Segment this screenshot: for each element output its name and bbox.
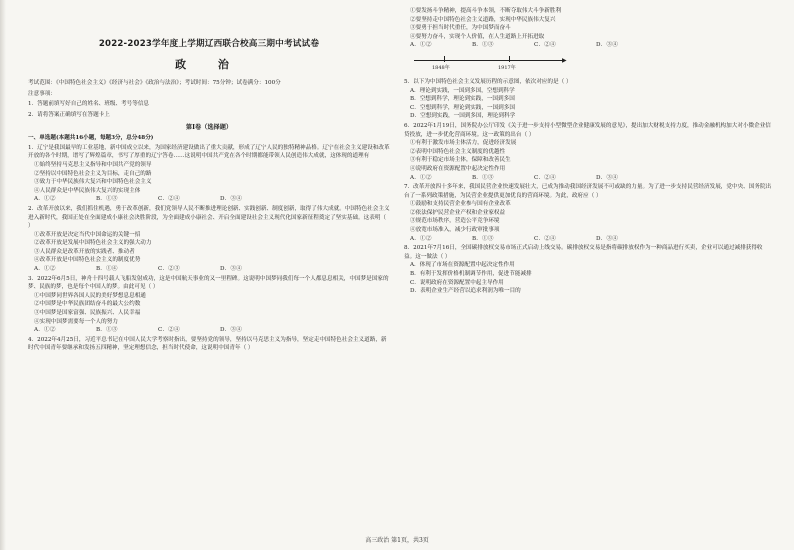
exam-title: 2022-2023学年度上学期辽西联合校高三期中考试试卷 [98, 39, 320, 49]
question-option: A．理论到实践，一国到多国，空想到科学 [410, 87, 515, 94]
question-option: ④要努力奋斗，实现个人价值，在人生道路上开拓进取 [410, 33, 545, 40]
question-stem: 3．2022年6月5日，神舟十四号载人飞船发射成功，这是中国航天事业的又一里程碑。这说明中国梦同我们每一个人都息息相关，中国梦是国家的梦、民族的梦，也是每个中国人的梦。由此可见（ ） [28, 275, 389, 291]
answer-choice: D．③④ [220, 266, 243, 273]
answer-choice: B．①④ [96, 266, 118, 273]
question-option: ③有利于稳定市场主体，保障和改善民生 [410, 157, 511, 164]
question-option: A．体现了市场在资源配置中起决定性作用 [410, 262, 515, 269]
question-option: ②要坚持走中国特色社会主义道路，实现中华民族伟大复兴 [410, 16, 556, 23]
question-option: ④放宽市场准入，减少行政审批事项 [410, 227, 500, 234]
question [28, 144, 390, 204]
question-option: ②依法保护民营企业产权和企业家权益 [410, 209, 506, 216]
question-option: ④实现中国梦需要每一个人的努力 [34, 318, 118, 325]
question-option: ①有利于激发市场主体活力，促进经济发展 [410, 140, 517, 147]
question [404, 244, 772, 296]
answer-choice: A．①② [410, 235, 432, 242]
answer-choice: B．①③ [472, 174, 494, 181]
question-option: ③中国梦是国家富强、民族振兴、人民幸福 [34, 310, 141, 317]
question-option: D．表明企业生产经营以追求利润为唯一目的 [410, 288, 521, 295]
answer-choice: C．②④ [158, 327, 180, 334]
question-option: C．说明政府在资源配置中起主导作用 [410, 279, 504, 286]
answer-choice: D．③④ [220, 327, 243, 334]
meta-line: 考试范围：《中国特色社会主义》《经济与社会》《政治与法治》；考试时间：75分钟；试卷满分：100分 [28, 80, 281, 87]
question-option: ①始终坚持马克思主义指导和中国共产党的领导 [34, 161, 152, 168]
timeline-year: 1848年 [432, 64, 450, 71]
answer-choices [404, 41, 772, 50]
answer-choice: B．①③ [472, 42, 494, 49]
right-question-continuation [404, 7, 772, 50]
question-option: ②表明中国特色社会主义制度的优越性 [410, 148, 506, 155]
question-stem: 6．2022年1月19日，国务院办公厅印发《关于进一步支持小型微型企业健康发展的意见》，提出加大财税支持力度，推动金融机构加大对小微企业信贷投放，进一步优化营商环境。这一政策的出台（ ） [404, 122, 771, 138]
question-stem: 4．2022年4月25日，习近平总书记在中国人民大学考察时指出，要坚持党的领导，坚持以马克思主义为指导，坚定走中国特色社会主义道路，新时代中国青年要继承和发扬五四精神，坚定理想信念，担当时代使命，这说明中国青年（ ） [28, 336, 387, 352]
answer-choice: D．③④ [596, 235, 619, 242]
answer-choice: A．①② [34, 327, 56, 334]
timeline-arrow-icon: ▶ [562, 56, 567, 64]
page-edge-shadow [0, 0, 6, 550]
answer-choice: B．①③ [96, 327, 118, 334]
question-option: D．空想到实践，一国到多国，理论到科学 [410, 113, 516, 120]
answer-choice: C．②④ [158, 196, 180, 203]
question-option: ②改革开放是发展中国特色社会主义的强大动力 [34, 240, 152, 247]
question-stem: 5．以下为中国特色社会主义发展历程的示意图，依次对应的是（ ） [404, 78, 572, 85]
question-stem: 7．改革开放四十多年来，我国民营企业快速发展壮大，已成为推动我国经济发展不可或缺的力量。为了进一步支持民营经济发展，党中央、国务院出台了一系列政策措施，为民营企业提供更加优良的营商环境。为此，政府应（ ） [404, 184, 772, 199]
answer-choice: D．③④ [220, 196, 243, 203]
answer-choice: A．①② [34, 266, 56, 273]
question-option: ③致力于中华民族伟大复兴和中国特色社会主义 [34, 179, 152, 186]
question-option: B．有利于发挥价格机制调节作用，促进节能减排 [410, 271, 532, 278]
question-option: ②中国梦是中华民族团结奋斗的最大公约数 [34, 301, 141, 308]
question-stem: 8．2021年7月16日，全国碳排放权交易市场正式启动上线交易。碳排放权交易是指将碳排放权作为一种商品进行买卖，企业可以通过减排获得收益。这一做法（ ） [404, 245, 763, 260]
answer-choice: C．②③ [158, 266, 180, 273]
question-option: ②坚持以中国特色社会主义为目标，走自己的路 [34, 170, 152, 177]
answer-choice: C．②④ [534, 42, 556, 49]
question-option: C．空想到科学，理论到实践，一国到多国 [410, 104, 515, 111]
question-option: ①改革开放是决定当代中国命运的关键一招 [34, 231, 141, 238]
answer-choice: C．②④ [534, 174, 556, 181]
right-column [404, 6, 772, 296]
answer-choices [404, 235, 772, 244]
meta-line: 注意事项： [28, 90, 56, 97]
question [404, 7, 772, 50]
meta-line: 1．答题前填写好自己的姓名、班级、考号等信息 [28, 101, 150, 108]
answer-choice: A．①② [410, 42, 432, 49]
exam-subject: 政 治 [175, 57, 243, 71]
question-option: ④改革开放是中国特色社会主义的制度优势 [34, 257, 141, 264]
question [404, 122, 772, 182]
section-subtitle: 一、单选题(本题共16小题，每题3分，总分48分) [28, 135, 154, 142]
answer-choice: B．①③ [96, 196, 118, 203]
answer-choices [28, 195, 390, 204]
question-option: ③要勇于担当时代重任，为中国梦而奋斗 [410, 25, 511, 32]
question-option: ①要发扬斗争精神，提高斗争本领，不断夺取伟大斗争新胜利 [410, 8, 562, 14]
left-question-list [28, 144, 390, 353]
question [404, 183, 772, 243]
timeline-tick [509, 56, 510, 62]
question [28, 336, 390, 353]
question-option: ③人民群众是改革开放的实践者、推动者 [34, 248, 135, 255]
answer-choice: D．③④ [596, 42, 619, 49]
question [28, 275, 390, 335]
meta-line: 2．请将答案正确填写在答题卡上 [28, 111, 110, 118]
answer-choice: A．①② [410, 174, 432, 181]
timeline-tick [444, 56, 445, 62]
answer-choices [404, 174, 772, 183]
question-option: B．空想到科学，理论到实践，一国到多国 [410, 96, 515, 103]
answer-choice: D．③④ [596, 174, 619, 181]
timeline-line [414, 60, 564, 61]
question-option: ④人民群众是中华民族伟大复兴的实现主体 [34, 187, 141, 194]
question-option: ①鼓励和支持民营企业参与国有企业改革 [410, 201, 511, 208]
answer-choice: C．②④ [534, 235, 556, 242]
answer-choices [28, 326, 390, 335]
left-column [28, 6, 390, 353]
timeline-figure [414, 52, 644, 74]
question-option: ④说明政府在资源配置中起决定性作用 [410, 165, 506, 172]
answer-choices [28, 265, 390, 274]
question-stem: 2．改革开放以来，我们抓住机遇，勇于改革创新，我们党领导人民不断推进理论创新、实践创新、制度创新，取得了伟大成就。中国特色社会主义进入新时代，我国正处在全面建成小康社会决胜阶段，为全面建成小康社会、开启全面建设社会主义现代化国家新征程奠定了坚实基础。这表明（ ） [28, 205, 390, 230]
question [28, 205, 390, 274]
answer-choice: A．①② [34, 196, 56, 203]
timeline-year: 1917年 [498, 64, 516, 71]
question-stem: 1．辽宁是我国最早的工业基地，新中国成立以来，为国家经济建设做出了重大贡献，形成了辽宁人民的独特精神品格。辽宁在社会主义建设和改革开放的各个时期，谱写了辉煌篇章，书写了厚重的辽宁答卷……这说明中国共产党在各个时期都能带领人民创造伟大成就，这体现的道理有 [28, 144, 390, 160]
answer-choice: B．①③ [472, 235, 494, 242]
question-option: ③规范市场秩序，营造公平竞争环境 [410, 218, 500, 225]
question [404, 78, 772, 121]
section-title: 第Ⅰ卷（选择题） [185, 123, 233, 131]
right-question-list [404, 78, 772, 296]
question-option: ①中国梦同世界各国人民的美好梦想息息相通 [34, 292, 146, 299]
page-footer: 高三政治 第1页，共3页 [365, 537, 429, 544]
